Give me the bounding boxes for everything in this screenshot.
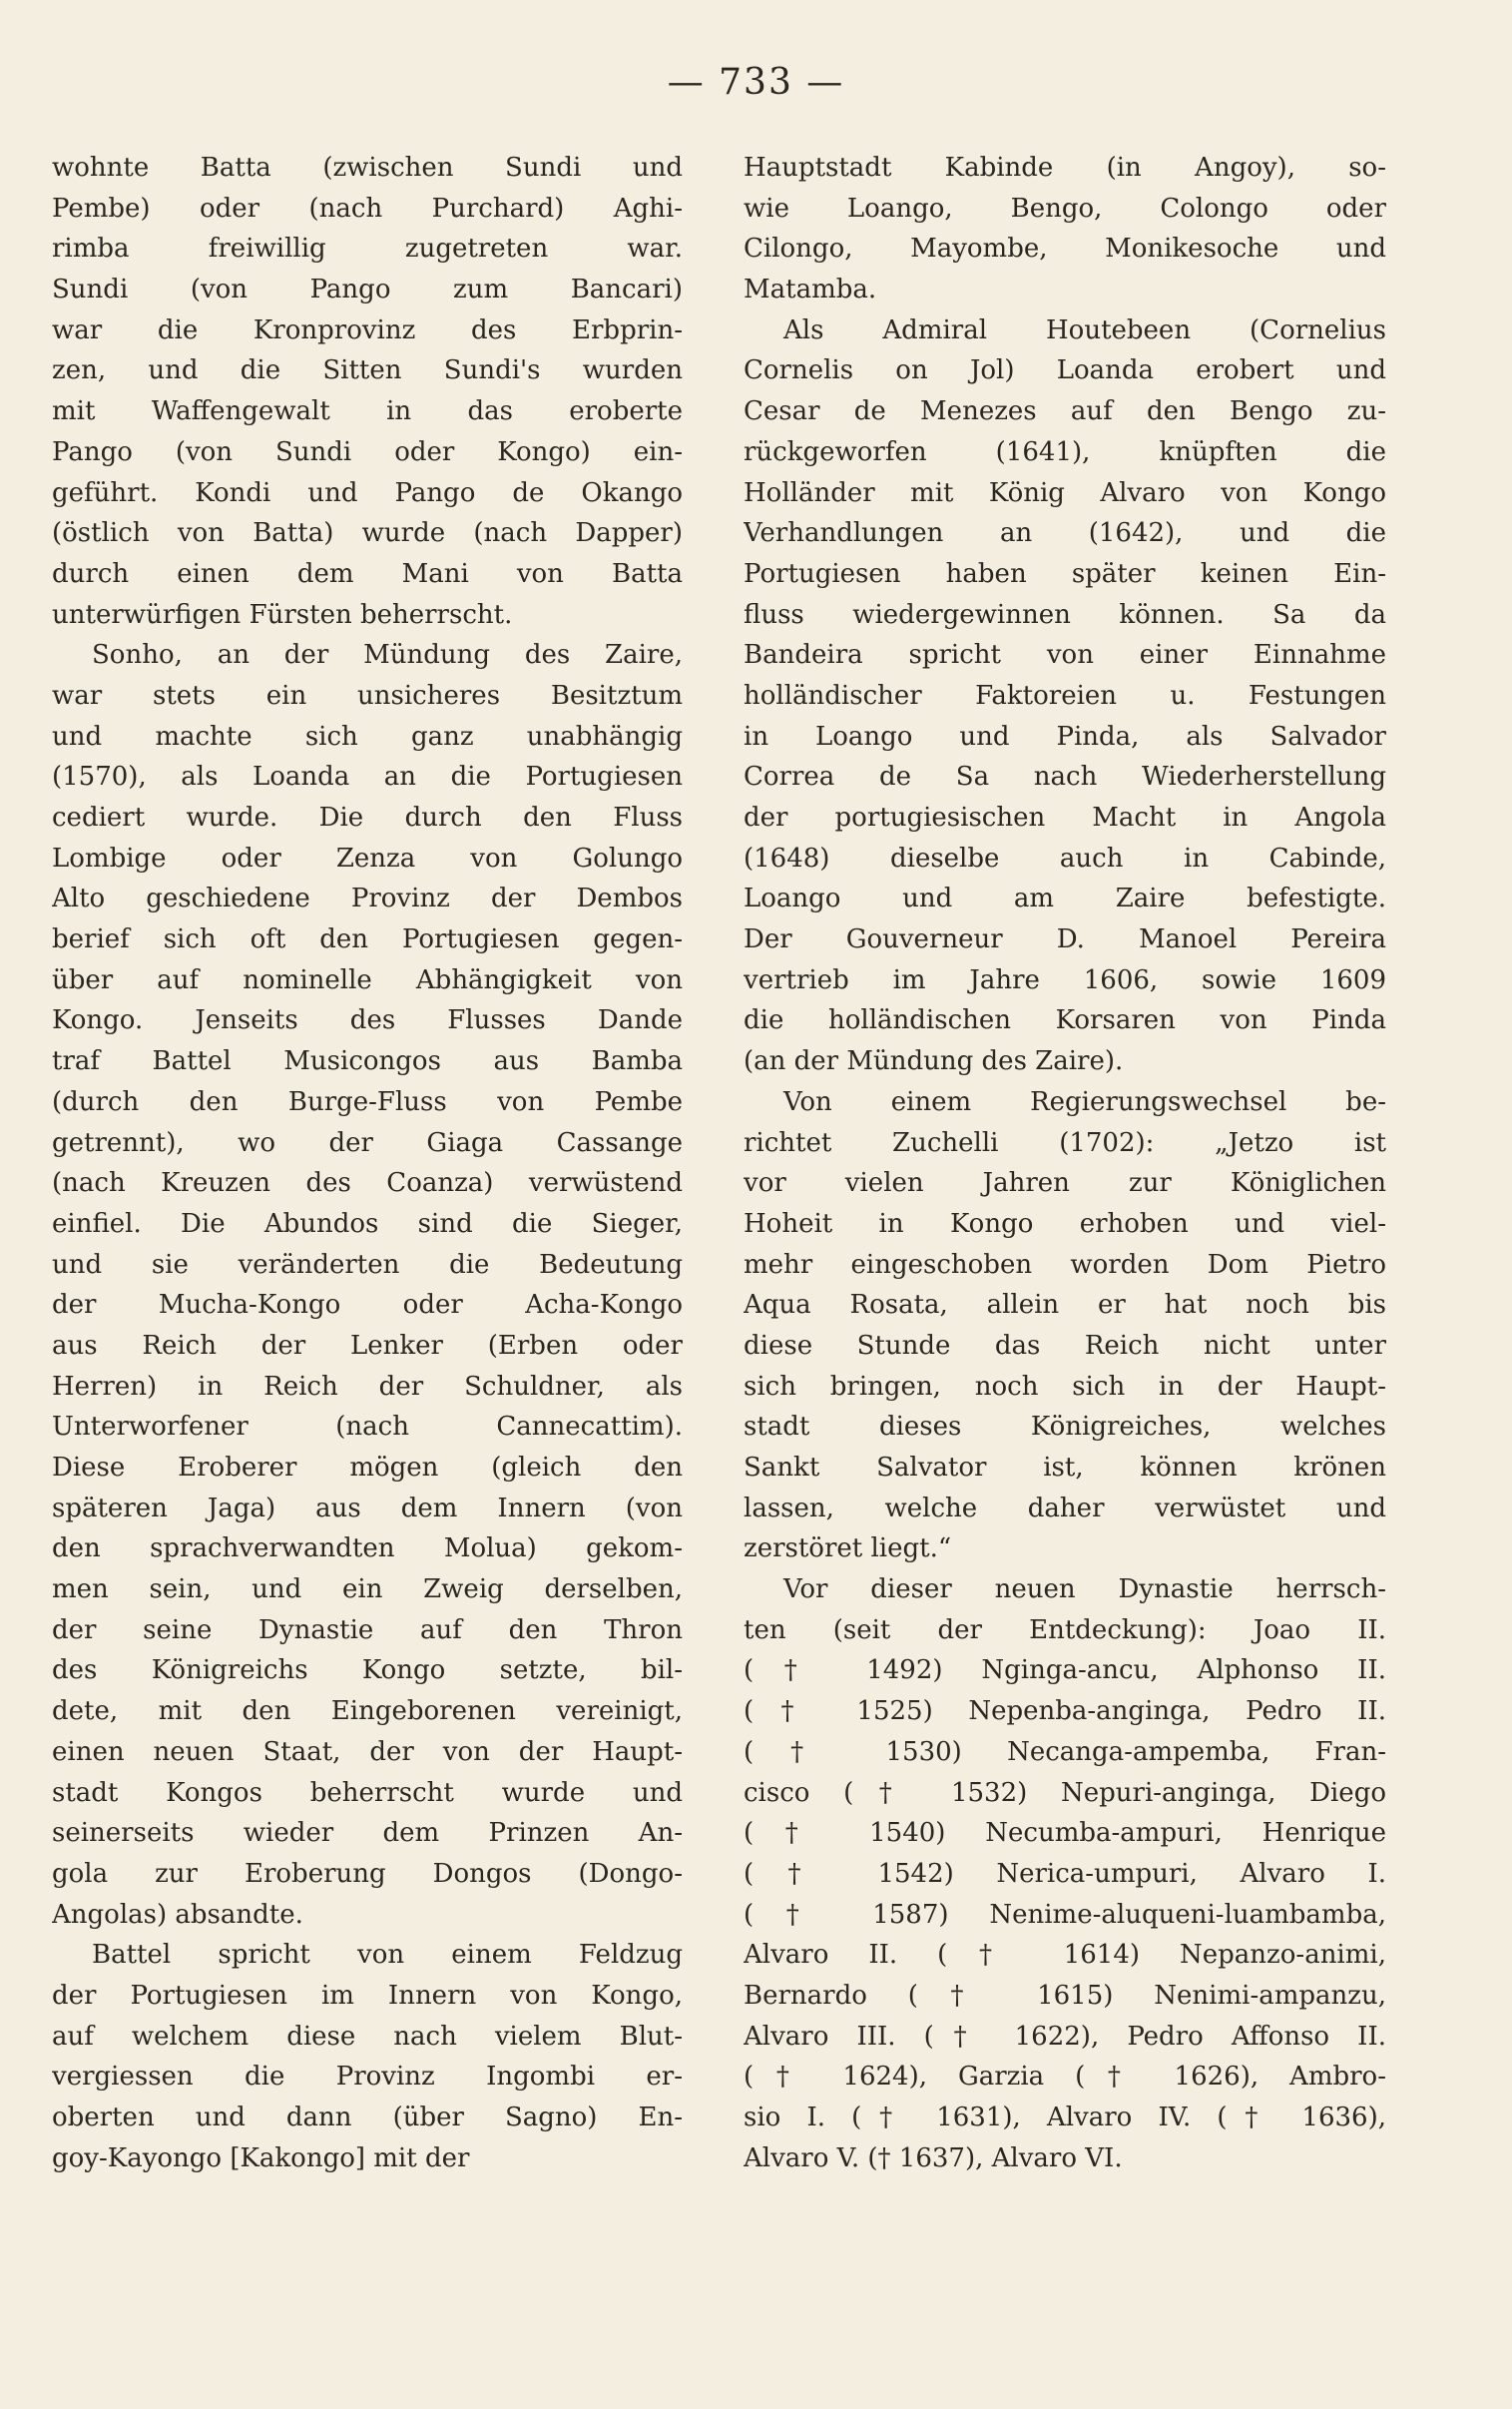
text-line: mehr eingeschoben worden Dom Pietro [744,1249,1386,1280]
text-line: Alto geschiedene Provinz der Dembos [52,884,683,914]
text-line: Sundi (von Pango zum Bancari) [52,275,683,305]
text-line: vor vielen Jahren zur Königlichen [744,1168,1386,1199]
text-line: seinerseits wieder dem Prinzen An- [52,1818,683,1849]
text-line: Sonho, an der Mündung des Zaire, [92,640,683,671]
text-line: († 1492) Nginga-ancu, Alphonso II. [744,1655,1386,1686]
text-line: (an der Mündung des Zaire). [744,1046,1124,1077]
text-line: Alvaro V. († 1637), Alvaro VI. [744,2142,1123,2173]
text-line: zerstöret liegt.“ [744,1533,952,1564]
text-line: Als Admiral Houtebeen (Cornelius [783,314,1386,345]
text-line: stadt Kongos beherrscht wurde und [52,1777,683,1808]
text-line: († 1587) Nenime-aluqueni-luambamba, [744,1899,1386,1930]
text-line: geführt. Kondi und Pango de Okango [52,477,683,508]
text-line: fluss wiedergewinnen können. Sa da [744,599,1386,630]
text-line: Pembe) oder (nach Purchard) Aghi- [52,193,683,224]
text-line: Angolas) absandte. [52,1899,303,1930]
text-line: berief sich oft den Portugiesen gegen- [52,924,683,955]
text-line: cisco († 1532) Nepuri-anginga, Diego [744,1777,1386,1808]
text-line: Bandeira spricht von einer Einnahme [744,640,1386,671]
text-line: und machte sich ganz unabhängig [52,721,683,752]
text-line: holländischer Faktoreien u. Festungen [744,680,1386,711]
text-line: in Loango und Pinda, als Salvador [744,721,1386,752]
text-line: einen neuen Staat, der von der Haupt- [52,1736,683,1767]
text-line: († 1540) Necumba-ampuri, Henrique [744,1818,1386,1849]
text-line: rimba freiwillig zugetreten war. [52,234,683,265]
text-line: Hauptstadt Kabinde (in Angoy), so- [744,153,1386,183]
text-line: († 1624), Garzia († 1626), Ambro- [744,2062,1386,2093]
text-line: Sankt Salvator ist, können krönen [744,1453,1386,1483]
text-line: rückgeworfen (1641), knüpften die [744,436,1386,467]
text-line: auf welchem diese nach vielem Blut- [52,2021,683,2052]
text-line: (östlich von Batta) wurde (nach Dapper) [52,518,683,549]
text-line: dete, mit den Eingeborenen vereinigt, [52,1696,683,1727]
text-line: († 1525) Nepenba-anginga, Pedro II. [744,1696,1386,1727]
text-line: (nach Kreuzen des Coanza) verwüstend [52,1168,683,1199]
text-line: vergiessen die Provinz Ingombi er- [52,2062,683,2093]
text-line: des Königreichs Kongo setzte, bil- [52,1655,683,1686]
text-line: die holländischen Korsaren von Pinda [744,1005,1386,1036]
text-line: Herren) in Reich der Schuldner, als [52,1371,683,1402]
left-text-column [52,148,683,2178]
text-line: war stets ein unsicheres Besitztum [52,680,683,711]
page-number: — 733 — [667,62,845,103]
text-line: über auf nominelle Abhängigkeit von [52,964,683,995]
text-line: aus Reich der Lenker (Erben oder [52,1330,683,1361]
text-line: Lombige oder Zenza von Golungo [52,843,683,874]
text-line: ten (seit der Entdeckung): Joao II. [744,1614,1386,1645]
text-line: Matamba. [744,275,877,305]
text-line: Alvaro II. († 1614) Nepanzo-animi, [744,1940,1386,1971]
text-line: Aqua Rosata, allein er hat noch bis [744,1290,1386,1321]
text-line: Cilongo, Mayombe, Monikesoche und [744,234,1386,265]
text-line: Alvaro III. († 1622), Pedro Affonso II. [744,2021,1386,2052]
text-line: getrennt), wo der Giaga Cassange [52,1127,683,1158]
right-text-column [744,148,1386,2178]
text-line: späteren Jaga) aus dem Innern (von [52,1493,683,1523]
text-line: Von einem Regierungswechsel be- [783,1086,1386,1117]
text-line: wohnte Batta (zwischen Sundi und [52,153,683,183]
text-line: der portugiesischen Macht in Angola [744,803,1386,833]
text-line: den sprachverwandten Molua) gekom- [52,1533,683,1564]
text-line: Pango (von Sundi oder Kongo) ein- [52,436,683,467]
text-line: Unterworfener (nach Cannecattim). [52,1412,683,1443]
text-line: gola zur Eroberung Dongos (Dongo- [52,1858,683,1889]
text-line: Correa de Sa nach Wiederherstellung [744,762,1386,793]
text-line: Vor dieser neuen Dynastie herrsch- [783,1574,1386,1605]
text-line: sich bringen, noch sich in der Haupt- [744,1371,1386,1402]
text-line: war die Kronprovinz des Erbprin- [52,314,683,345]
text-line: der Mucha-Kongo oder Acha-Kongo [52,1290,683,1321]
text-line: Cesar de Menezes auf den Bengo zu- [744,396,1386,427]
text-line: Diese Eroberer mögen (gleich den [52,1453,683,1483]
text-line: sio I. († 1631), Alvaro IV. († 1636), [744,2103,1386,2132]
text-line: men sein, und ein Zweig derselben, [52,1574,683,1605]
text-line: Hoheit in Kongo erhoben und viel- [744,1208,1386,1239]
text-line: (1570), als Loanda an die Portugiesen [52,762,683,793]
text-line: Loango und am Zaire befestigte. [744,884,1386,914]
text-line: lassen, welche daher verwüstet und [744,1493,1386,1523]
text-line: Der Gouverneur D. Manoel Pereira [744,924,1386,955]
text-line: Bernardo († 1615) Nenimi-ampanzu, [744,1980,1386,2011]
text-line: wie Loango, Bengo, Colongo oder [744,193,1386,224]
text-line: unterwürfigen Fürsten beherrscht. [52,599,513,630]
text-line: Portugiesen haben später keinen Ein- [744,558,1386,589]
text-line: einfiel. Die Abundos sind die Sieger, [52,1208,683,1239]
text-line: richtet Zuchelli (1702): „Jetzo ist [744,1127,1386,1158]
text-line: goy-Kayongo [Kakongo] mit der [52,2142,470,2173]
text-line: der Portugiesen im Innern von Kongo, [52,1980,683,2011]
text-line: und sie veränderten die Bedeutung [52,1249,683,1280]
text-line: mit Waffengewalt in das eroberte [52,396,683,427]
text-line: cediert wurde. Die durch den Fluss [52,803,683,833]
text-line: diese Stunde das Reich nicht unter [744,1330,1386,1361]
text-line: Kongo. Jenseits des Flusses Dande [52,1005,683,1036]
text-line: vertrieb im Jahre 1606, sowie 1609 [744,964,1386,995]
text-line: Battel spricht von einem Feldzug [92,1940,683,1971]
text-line: († 1530) Necanga-ampemba, Fran- [744,1736,1386,1767]
text-line: († 1542) Nerica-umpuri, Alvaro I. [744,1858,1386,1889]
text-line: stadt dieses Königreiches, welches [744,1412,1386,1443]
text-line: (durch den Burge-Fluss von Pembe [52,1086,683,1117]
text-line: Cornelis on Jol) Loanda erobert und [744,355,1386,386]
text-line: Verhandlungen an (1642), und die [744,518,1386,549]
text-line: traf Battel Musicongos aus Bamba [52,1046,683,1077]
text-line: zen, und die Sitten Sundi's wurden [52,355,683,386]
text-line: durch einen dem Mani von Batta [52,558,683,589]
text-line: der seine Dynastie auf den Thron [52,1614,683,1645]
text-line: oberten und dann (über Sagno) En- [52,2103,683,2132]
text-line: (1648) dieselbe auch in Cabinde, [744,843,1386,874]
text-line: Holländer mit König Alvaro von Kongo [744,477,1386,508]
